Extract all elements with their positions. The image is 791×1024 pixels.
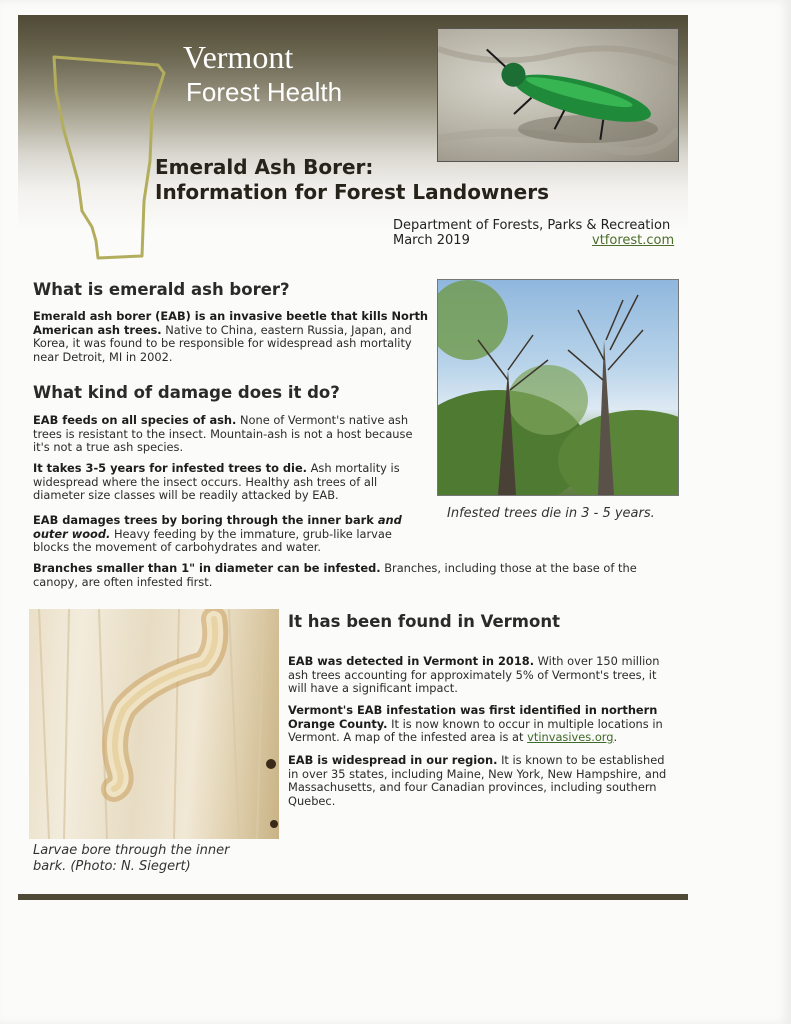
- paragraph-text: Native to China, eastern Russia, Japan, and Korea, it was found to be responsible for widespread ash mortality near Detroit, MI in 2002.: [33, 322, 412, 364]
- paragraph-lead: EAB was detected in Vermont in 2018.: [288, 654, 535, 668]
- larva-gallery-photo: [29, 609, 279, 839]
- main-title-line-1: Emerald Ash Borer:: [155, 155, 374, 179]
- section-heading-found-vermont: It has been found in Vermont: [288, 612, 560, 631]
- department-name: Department of Forests, Parks & Recreation: [393, 218, 671, 233]
- website-link[interactable]: vtforest.com: [592, 233, 675, 248]
- banner-title: Vermont: [183, 39, 294, 75]
- publication-date: March 2019: [393, 233, 470, 248]
- larva-icon: [29, 609, 279, 839]
- paragraph-text: Branches, including those at the base of the canopy, are often infested first.: [33, 561, 637, 589]
- banner-subtitle: Forest Health: [186, 77, 343, 107]
- vtinvasives-link[interactable]: vtinvasives.org: [527, 730, 614, 745]
- section-heading-what-is: What is emerald ash borer?: [33, 280, 290, 299]
- larva-photo-caption: [33, 843, 229, 875]
- paragraph-text: None of Vermont's native ash trees is resistant to the insect. Mountain-ash is not a host because it's not a true ash species.: [33, 413, 413, 455]
- paragraph-lead: Branches smaller than 1" in diameter can be infested.: [33, 561, 381, 575]
- paragraph-text: With over 150 million ash trees accounting for approximately 5% of Vermont's trees, it will have a significant impact.: [288, 654, 660, 696]
- trees-photo-caption: Infested trees die in 3 - 5 years.: [447, 506, 655, 521]
- beetle-icon: [438, 29, 678, 161]
- paragraph-end: .: [613, 730, 618, 745]
- larva-caption-line-2: bark. (Photo: N. Siegert): [33, 859, 191, 874]
- paragraph-branches: [33, 562, 663, 589]
- paragraph-mortality: [33, 462, 428, 503]
- paragraph-text: Ash mortality is widespread where the insect occurs. Healthy ash trees of all diameter size classes will be readily attacked by EAB.: [33, 461, 400, 503]
- paragraph-detected: [288, 655, 678, 696]
- paragraph-feeds: [33, 414, 428, 455]
- paragraph-text: Heavy feeding by the immature, grub-like larvae blocks the movement of carbohydrates and water.: [33, 526, 392, 555]
- paragraph-lead-italic: and outer wood.: [33, 513, 402, 541]
- paragraph-orange-county: [288, 704, 678, 745]
- paragraph-lead: It takes 3-5 years for infested trees to die.: [33, 461, 307, 475]
- paragraph-widespread: [288, 754, 678, 808]
- paragraph-lead: EAB is widespread in our region.: [288, 753, 498, 767]
- footer-rule: [18, 894, 688, 900]
- paragraph-text: It is known to be established in over 35 states, including Maine, New York, New Hampshire, and Massachusetts, and four Canadian provinces, including southern Quebec.: [288, 753, 667, 808]
- section-heading-damage: What kind of damage does it do?: [33, 383, 340, 402]
- paragraph-lead: Vermont's EAB infestation was first identified in northern Orange County.: [288, 703, 658, 731]
- larva-caption-line-1: Larvae bore through the inner: [33, 843, 230, 858]
- main-title: [155, 155, 625, 205]
- paragraph-lead: EAB feeds on all species of ash.: [33, 413, 237, 427]
- tree-icon: [438, 280, 678, 495]
- paragraph-lead: Emerald ash borer (EAB) is an invasive beetle that kills North American ash trees.: [33, 309, 429, 337]
- emerald-ash-borer-photo: [437, 28, 679, 162]
- infested-trees-photo: [437, 279, 679, 496]
- paragraph-lead: EAB damages trees by boring through the inner bark: [33, 513, 378, 527]
- paragraph-boring: [33, 514, 428, 555]
- paragraph-text: It is now known to occur in multiple locations in Vermont. A map of the infested area is at: [288, 716, 663, 745]
- paragraph-what-is: [33, 310, 428, 364]
- main-title-line-2: Information for Forest Landowners: [155, 180, 549, 204]
